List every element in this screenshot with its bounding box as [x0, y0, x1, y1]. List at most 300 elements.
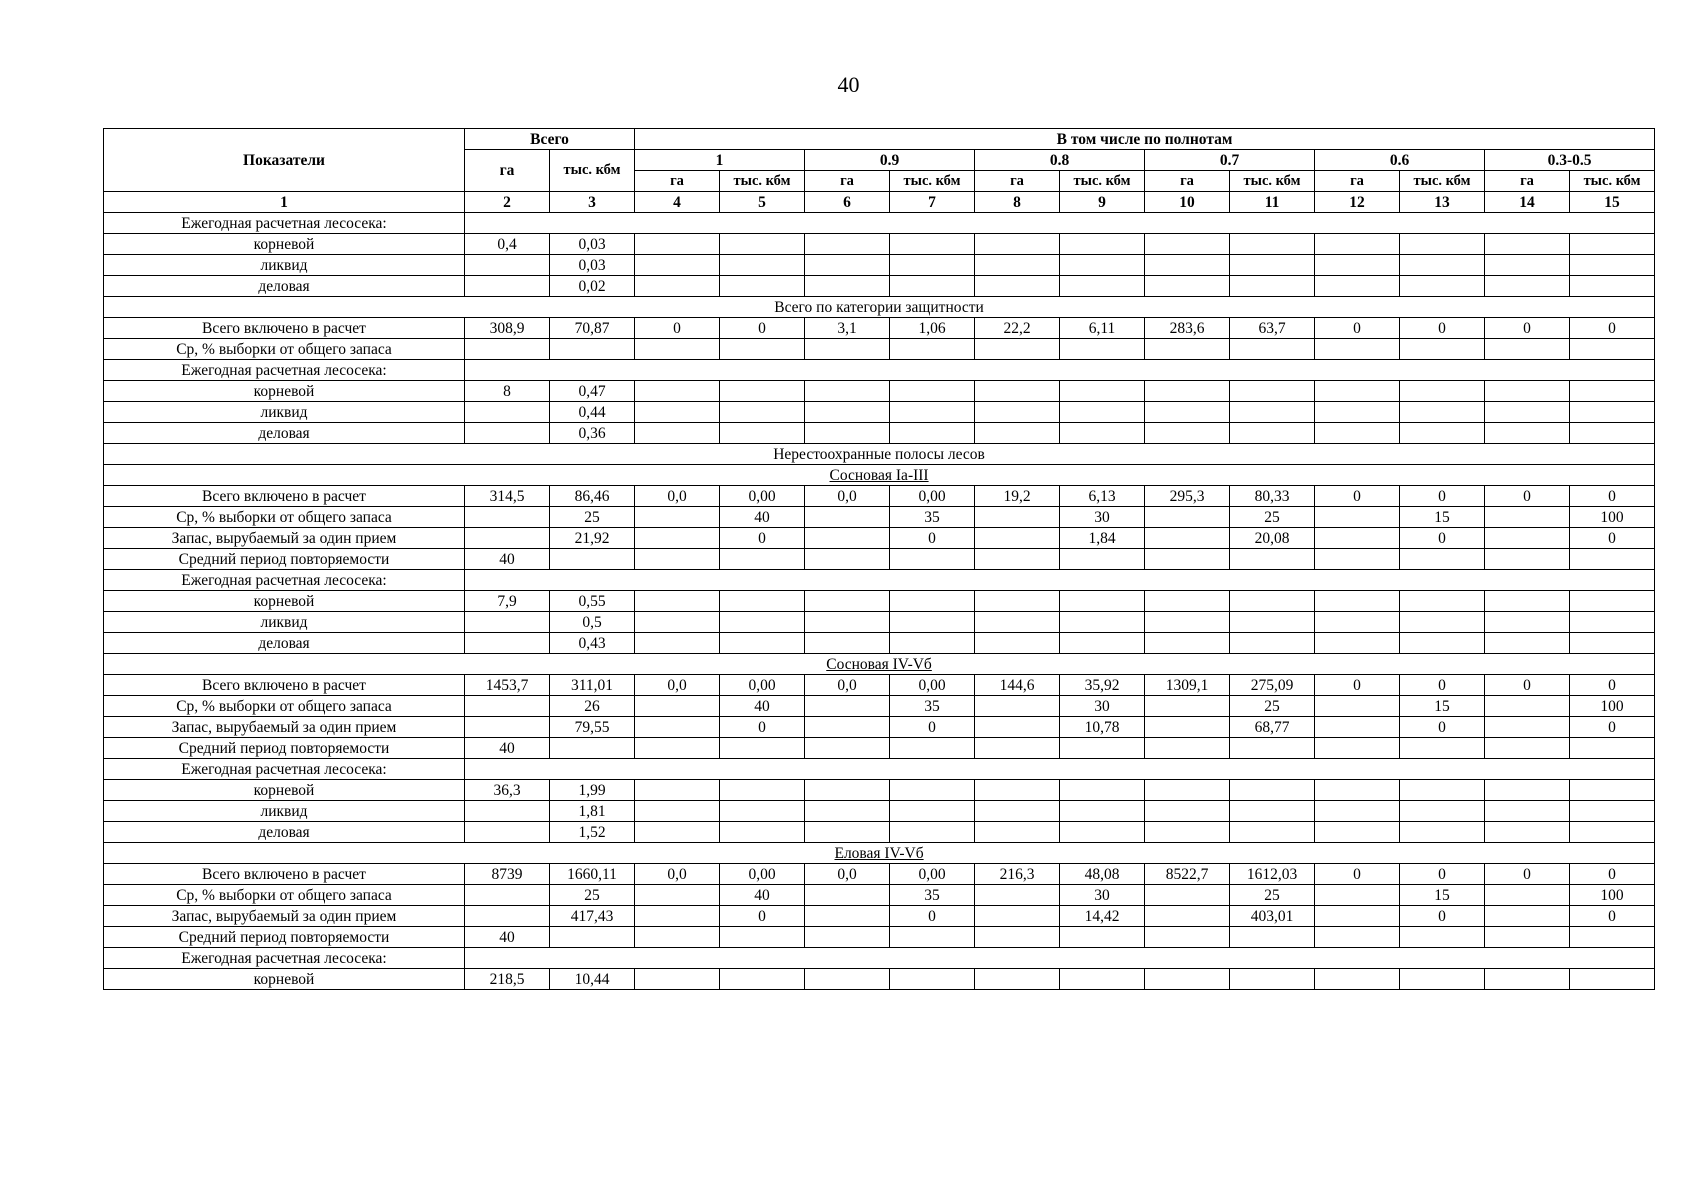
table-cell — [975, 969, 1060, 990]
table-cell — [1400, 612, 1485, 633]
header-volume: тыс. кбм — [1570, 171, 1655, 192]
table-cell: 216,3 — [975, 864, 1060, 885]
table-cell — [1570, 339, 1655, 360]
header-density: 0.9 — [805, 150, 975, 171]
table-cell — [805, 276, 890, 297]
section-title — [104, 297, 1655, 318]
table-cell — [975, 255, 1060, 276]
table-cell — [1230, 255, 1315, 276]
table-cell — [890, 381, 975, 402]
table-cell — [465, 822, 550, 843]
table-cell: 15 — [1400, 507, 1485, 528]
section-row — [104, 465, 1655, 486]
forest-harvest-table — [103, 128, 1655, 990]
col-number: 14 — [1485, 192, 1570, 213]
empty-span-cell — [465, 360, 1655, 381]
section-title-text: Сосновая IV-Vб — [826, 655, 932, 673]
table-cell — [975, 906, 1060, 927]
section-title — [104, 444, 1655, 465]
table-cell — [1315, 801, 1400, 822]
header-total: Всего — [465, 129, 635, 150]
header-ha: га — [1315, 171, 1400, 192]
table-cell: 0 — [1315, 318, 1400, 339]
table-cell — [1485, 591, 1570, 612]
table-cell — [1485, 255, 1570, 276]
section-row — [104, 444, 1655, 465]
table-row — [104, 612, 1655, 633]
table-cell — [1485, 801, 1570, 822]
col-number: 11 — [1230, 192, 1315, 213]
table-cell — [635, 801, 720, 822]
table-cell — [1060, 339, 1145, 360]
table-cell — [465, 402, 550, 423]
table-row — [104, 969, 1655, 990]
table-cell: 283,6 — [1145, 318, 1230, 339]
header-by-density: В том числе по полнотам — [635, 129, 1655, 150]
table-cell — [890, 234, 975, 255]
table-cell — [890, 969, 975, 990]
table-cell: 0 — [1485, 864, 1570, 885]
table-cell — [1485, 927, 1570, 948]
table-header — [104, 129, 1655, 213]
row-label: Средний период повторяемости — [104, 738, 465, 759]
table-cell — [720, 612, 805, 633]
table-cell: 0 — [1570, 486, 1655, 507]
table-cell — [635, 549, 720, 570]
table-cell — [1315, 696, 1400, 717]
col-number: 15 — [1570, 192, 1655, 213]
table-cell — [1315, 255, 1400, 276]
row-label: ликвид — [104, 255, 465, 276]
table-cell — [1485, 381, 1570, 402]
table-cell: 20,08 — [1230, 528, 1315, 549]
table-cell — [805, 717, 890, 738]
table-cell — [1230, 276, 1315, 297]
table-row — [104, 339, 1655, 360]
table-cell — [975, 780, 1060, 801]
table-cell — [1570, 234, 1655, 255]
table-cell: 86,46 — [550, 486, 635, 507]
col-number: 8 — [975, 192, 1060, 213]
table-cell: 0,00 — [720, 675, 805, 696]
empty-span-cell — [465, 570, 1655, 591]
table-cell — [465, 717, 550, 738]
table-cell — [890, 402, 975, 423]
table-cell — [1570, 255, 1655, 276]
table-cell — [975, 822, 1060, 843]
section-title-text: Нерестоохранные полосы лесов — [773, 445, 985, 463]
table-cell — [890, 276, 975, 297]
empty-span-cell — [465, 759, 1655, 780]
table-row — [104, 738, 1655, 759]
table-cell: 0 — [890, 906, 975, 927]
table-cell: 417,43 — [550, 906, 635, 927]
table-cell: 1660,11 — [550, 864, 635, 885]
table-cell — [805, 885, 890, 906]
table-cell: 40 — [465, 738, 550, 759]
row-label: деловая — [104, 276, 465, 297]
col-number: 12 — [1315, 192, 1400, 213]
table-body — [104, 213, 1655, 990]
col-number: 9 — [1060, 192, 1145, 213]
table-cell: 0,0 — [635, 864, 720, 885]
section-title — [104, 843, 1655, 864]
table-cell: 22,2 — [975, 318, 1060, 339]
table-cell — [635, 822, 720, 843]
table-cell — [635, 528, 720, 549]
table-cell — [1485, 969, 1570, 990]
table-cell — [720, 255, 805, 276]
table-cell — [720, 969, 805, 990]
table-cell: 15 — [1400, 885, 1485, 906]
table-cell — [1060, 255, 1145, 276]
table-cell — [635, 717, 720, 738]
table-cell: 6,13 — [1060, 486, 1145, 507]
table-cell — [1230, 801, 1315, 822]
table-cell — [1570, 801, 1655, 822]
header-volume: тыс. кбм — [1230, 171, 1315, 192]
table-cell — [1570, 423, 1655, 444]
table-cell — [890, 255, 975, 276]
table-cell — [1060, 549, 1145, 570]
table-cell — [1570, 822, 1655, 843]
table-cell — [635, 591, 720, 612]
table-cell — [635, 927, 720, 948]
table-cell: 25 — [550, 507, 635, 528]
table-cell: 35 — [890, 507, 975, 528]
table-cell: 0,00 — [890, 864, 975, 885]
table-cell — [805, 381, 890, 402]
table-cell — [1145, 234, 1230, 255]
table-cell — [465, 801, 550, 822]
table-cell — [635, 906, 720, 927]
header-density: 0.8 — [975, 150, 1145, 171]
table-cell: 0,00 — [720, 486, 805, 507]
table-cell — [465, 528, 550, 549]
col-number: 13 — [1400, 192, 1485, 213]
section-row — [104, 843, 1655, 864]
header-density: 0.3-0.5 — [1485, 150, 1655, 171]
table-cell — [805, 528, 890, 549]
table-cell: 0 — [1400, 864, 1485, 885]
table-cell — [1315, 612, 1400, 633]
table-cell — [1230, 780, 1315, 801]
table-cell: 0,4 — [465, 234, 550, 255]
table-cell — [720, 423, 805, 444]
table-cell — [975, 234, 1060, 255]
table-row — [104, 570, 1655, 591]
table-cell — [975, 339, 1060, 360]
table-cell — [1145, 528, 1230, 549]
table-cell — [975, 885, 1060, 906]
col-number: 3 — [550, 192, 635, 213]
row-label: Ежегодная расчетная лесосека: — [104, 213, 465, 234]
table-cell — [1400, 969, 1485, 990]
table-cell: 70,87 — [550, 318, 635, 339]
table-cell — [1060, 276, 1145, 297]
table-cell — [720, 549, 805, 570]
table-cell — [1230, 822, 1315, 843]
table-cell — [1145, 801, 1230, 822]
table-cell — [1400, 549, 1485, 570]
table-cell — [465, 255, 550, 276]
table-cell: 30 — [1060, 696, 1145, 717]
table-cell: 26 — [550, 696, 635, 717]
row-label: Средний период повторяемости — [104, 927, 465, 948]
table-cell — [635, 696, 720, 717]
table-cell — [465, 507, 550, 528]
table-cell — [1315, 969, 1400, 990]
table-cell — [805, 591, 890, 612]
table-cell: 0 — [1400, 486, 1485, 507]
table-cell — [1060, 633, 1145, 654]
table-cell — [890, 927, 975, 948]
table-cell — [635, 381, 720, 402]
section-title-text: Еловая IV-Vб — [834, 844, 924, 862]
table-cell — [975, 696, 1060, 717]
table-cell — [720, 801, 805, 822]
table-cell: 100 — [1570, 696, 1655, 717]
section-row — [104, 297, 1655, 318]
table-cell — [805, 906, 890, 927]
table-cell — [1145, 402, 1230, 423]
table-cell — [550, 927, 635, 948]
table-cell — [805, 339, 890, 360]
table-row — [104, 549, 1655, 570]
table-cell — [1315, 717, 1400, 738]
table-cell: 40 — [720, 696, 805, 717]
table-cell — [1315, 381, 1400, 402]
table-cell — [635, 402, 720, 423]
table-row — [104, 927, 1655, 948]
table-row — [104, 591, 1655, 612]
table-row — [104, 276, 1655, 297]
table-row — [104, 822, 1655, 843]
table-cell: 0 — [1400, 318, 1485, 339]
table-cell: 1612,03 — [1230, 864, 1315, 885]
table-row — [104, 633, 1655, 654]
table-cell: 25 — [1230, 507, 1315, 528]
table-cell — [1230, 738, 1315, 759]
table-cell — [975, 276, 1060, 297]
table-row — [104, 801, 1655, 822]
table-cell — [805, 234, 890, 255]
table-cell — [975, 381, 1060, 402]
table-row — [104, 318, 1655, 339]
table-cell — [1145, 717, 1230, 738]
table-cell: 0,36 — [550, 423, 635, 444]
table-cell — [1570, 969, 1655, 990]
table-row — [104, 717, 1655, 738]
column-number-row — [104, 192, 1655, 213]
table-cell — [635, 738, 720, 759]
header-volume: тыс. кбм — [1060, 171, 1145, 192]
table-cell: 0 — [1485, 318, 1570, 339]
table-cell — [1485, 276, 1570, 297]
table-cell — [1230, 423, 1315, 444]
col-number: 6 — [805, 192, 890, 213]
table-cell — [465, 276, 550, 297]
table-cell: 0,44 — [550, 402, 635, 423]
table-cell: 0 — [1400, 528, 1485, 549]
table-cell: 40 — [465, 549, 550, 570]
table-cell — [550, 549, 635, 570]
row-label: деловая — [104, 423, 465, 444]
table-cell: 36,3 — [465, 780, 550, 801]
row-label: Ср, % выборки от общего запаса — [104, 339, 465, 360]
table-row — [104, 675, 1655, 696]
table-cell — [720, 234, 805, 255]
table-cell — [465, 612, 550, 633]
row-label: Ср, % выборки от общего запаса — [104, 507, 465, 528]
table-cell — [1315, 423, 1400, 444]
table-cell — [465, 906, 550, 927]
table-cell: 0 — [635, 318, 720, 339]
table-row — [104, 507, 1655, 528]
table-cell: 0 — [720, 717, 805, 738]
table-cell: 0 — [1570, 864, 1655, 885]
table-row — [104, 402, 1655, 423]
table-cell — [1315, 927, 1400, 948]
table-cell — [1230, 969, 1315, 990]
table-cell — [1570, 633, 1655, 654]
table-cell — [635, 507, 720, 528]
table-cell: 0 — [1570, 528, 1655, 549]
page-number: 40 — [837, 72, 860, 97]
table-cell — [805, 633, 890, 654]
table-cell — [975, 612, 1060, 633]
table-cell — [1570, 276, 1655, 297]
table-cell — [805, 927, 890, 948]
table-row — [104, 213, 1655, 234]
table-cell — [1485, 423, 1570, 444]
table-cell — [1230, 612, 1315, 633]
table-row — [104, 255, 1655, 276]
table-cell — [720, 927, 805, 948]
table-cell — [1315, 906, 1400, 927]
table-cell — [1400, 822, 1485, 843]
table-cell — [1485, 507, 1570, 528]
row-label: Ср, % выборки от общего запаса — [104, 696, 465, 717]
table-cell: 100 — [1570, 507, 1655, 528]
table-cell: 0 — [890, 528, 975, 549]
table-cell: 0 — [1315, 675, 1400, 696]
row-label: корневой — [104, 234, 465, 255]
row-label: корневой — [104, 969, 465, 990]
table-cell: 0 — [1570, 318, 1655, 339]
table-cell: 14,42 — [1060, 906, 1145, 927]
table-cell — [1060, 801, 1145, 822]
table-row — [104, 381, 1655, 402]
table-cell: 311,01 — [550, 675, 635, 696]
table-cell: 0,43 — [550, 633, 635, 654]
row-label: ликвид — [104, 801, 465, 822]
table-cell: 0,5 — [550, 612, 635, 633]
table-cell — [1060, 822, 1145, 843]
col-number: 1 — [104, 192, 465, 213]
table-cell: 40 — [720, 507, 805, 528]
table-cell: 35 — [890, 696, 975, 717]
table-cell — [1485, 549, 1570, 570]
table-cell — [890, 549, 975, 570]
table-cell: 0 — [1315, 864, 1400, 885]
row-label: деловая — [104, 822, 465, 843]
table-cell: 308,9 — [465, 318, 550, 339]
header-density: 1 — [635, 150, 805, 171]
table-cell: 0,0 — [635, 486, 720, 507]
table-cell — [890, 822, 975, 843]
table-cell — [1145, 969, 1230, 990]
table-cell: 0 — [1485, 675, 1570, 696]
table-cell: 0 — [1485, 486, 1570, 507]
table-cell — [1230, 234, 1315, 255]
table-cell — [975, 549, 1060, 570]
table-cell — [1485, 234, 1570, 255]
table-row — [104, 948, 1655, 969]
table-cell: 100 — [1570, 885, 1655, 906]
table-cell — [1400, 633, 1485, 654]
table-cell — [1145, 549, 1230, 570]
section-title-text: Сосновая Iа-III — [829, 466, 929, 484]
table-cell — [975, 927, 1060, 948]
table-cell — [1485, 528, 1570, 549]
table-cell: 6,11 — [1060, 318, 1145, 339]
table-cell: 30 — [1060, 885, 1145, 906]
table-cell — [1315, 549, 1400, 570]
table-cell — [635, 885, 720, 906]
table-cell: 8739 — [465, 864, 550, 885]
table-cell — [720, 276, 805, 297]
table-cell — [975, 717, 1060, 738]
table-cell — [1400, 801, 1485, 822]
table-cell — [465, 696, 550, 717]
table-cell — [1060, 381, 1145, 402]
header-density: 0.7 — [1145, 150, 1315, 171]
table-cell: 35,92 — [1060, 675, 1145, 696]
table-row — [104, 696, 1655, 717]
table-cell — [1570, 612, 1655, 633]
table-cell: 1,99 — [550, 780, 635, 801]
table-cell: 0 — [1570, 717, 1655, 738]
table-cell — [1315, 885, 1400, 906]
table-cell: 0 — [1400, 717, 1485, 738]
table-cell — [1315, 402, 1400, 423]
table-cell — [1315, 822, 1400, 843]
table-cell — [635, 612, 720, 633]
table-cell — [1570, 381, 1655, 402]
table-cell — [720, 381, 805, 402]
table-cell: 25 — [1230, 696, 1315, 717]
table-cell: 0,00 — [890, 486, 975, 507]
table-cell: 1,81 — [550, 801, 635, 822]
table-cell: 19,2 — [975, 486, 1060, 507]
col-number: 5 — [720, 192, 805, 213]
table-cell — [1060, 423, 1145, 444]
section-title — [104, 465, 1655, 486]
section-row — [104, 654, 1655, 675]
table-cell — [805, 612, 890, 633]
table-cell — [1230, 339, 1315, 360]
table-cell: 1453,7 — [465, 675, 550, 696]
table-cell: 0 — [1400, 906, 1485, 927]
table-row — [104, 885, 1655, 906]
table-cell — [465, 423, 550, 444]
table-cell — [1400, 402, 1485, 423]
table-cell: 0,0 — [805, 486, 890, 507]
table-cell — [1145, 612, 1230, 633]
table-cell: 1,06 — [890, 318, 975, 339]
table-cell — [465, 339, 550, 360]
